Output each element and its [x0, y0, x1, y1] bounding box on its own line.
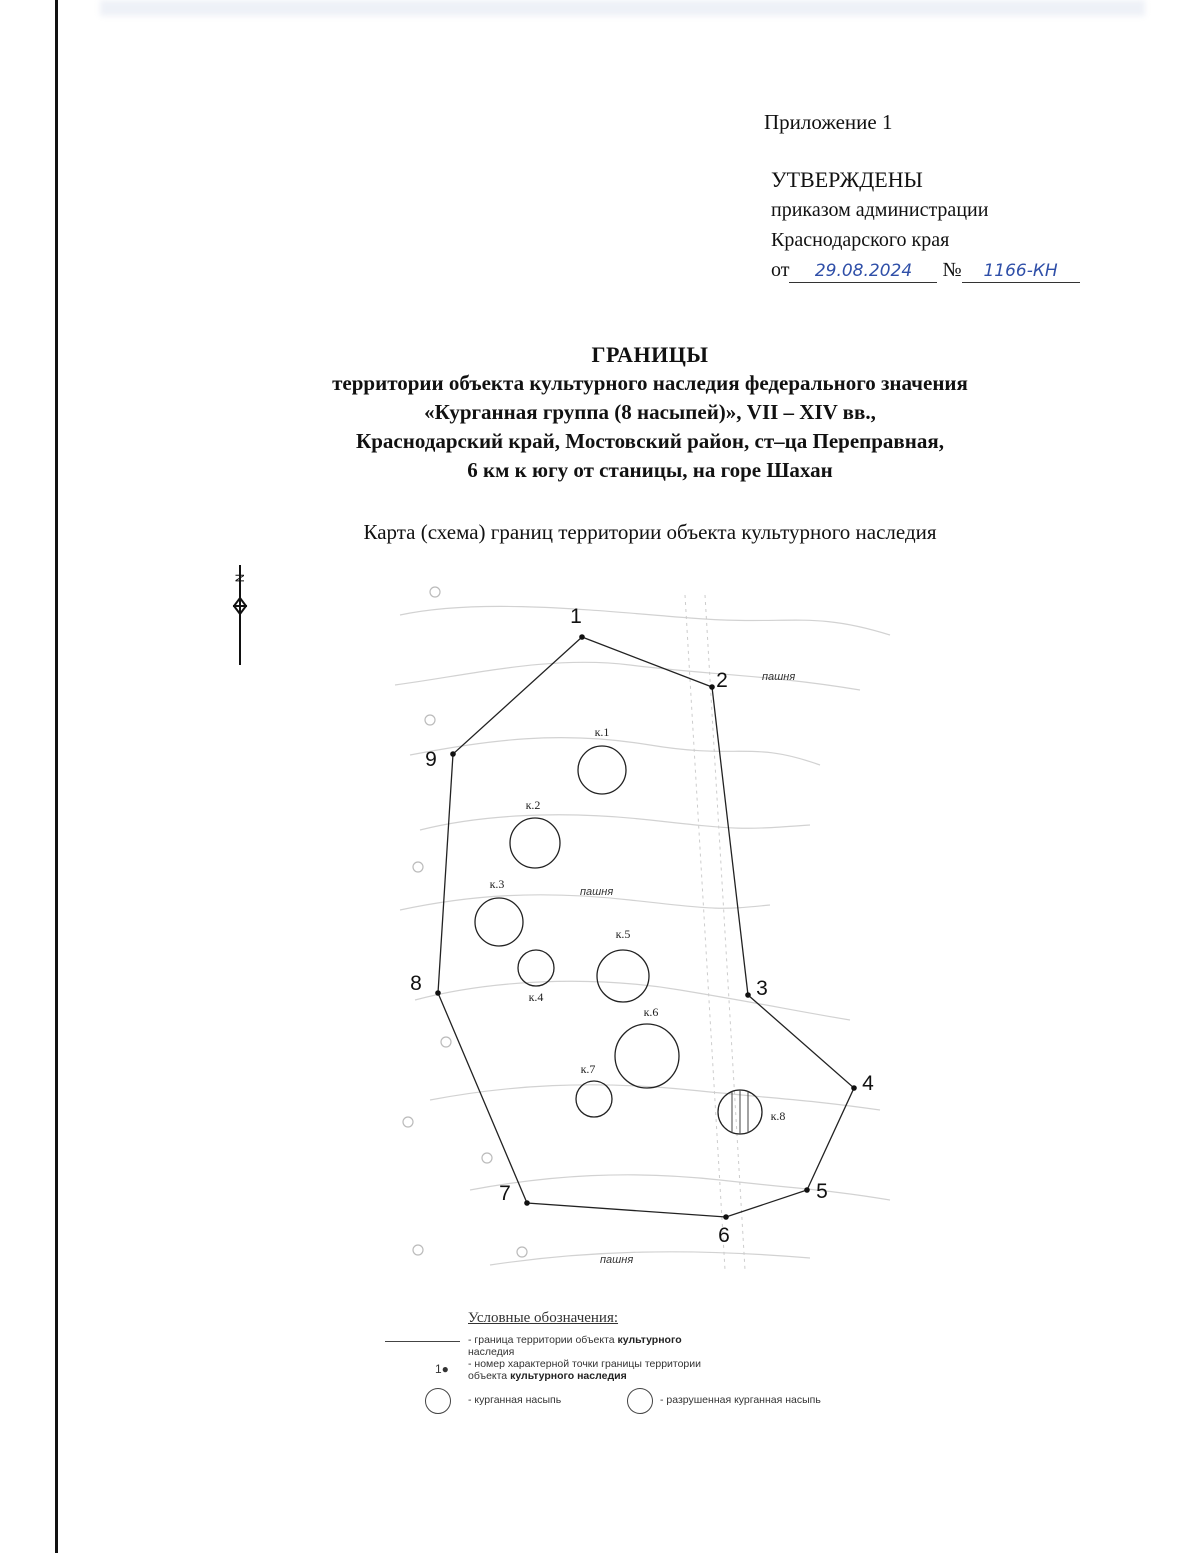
tree-markers — [403, 587, 527, 1257]
mound-sample-icon — [425, 1388, 451, 1414]
mound-label-3: к.3 — [489, 877, 505, 891]
boundary-point-label-1: 1 — [570, 605, 582, 628]
handwritten-number: 1166-КН — [962, 260, 1080, 283]
appendix-label: Приложение 1 — [764, 110, 893, 134]
boundary-line-sample — [385, 1341, 460, 1342]
legend-boundary-text-c: наследия — [468, 1346, 515, 1358]
map-caption: Карта (схема) границ территории объекта культурного наследия — [363, 520, 937, 544]
title-line-2: «Курганная группа (8 насыпей)», VII – XIV вв., — [424, 400, 876, 424]
boundary-point-label-4: 4 — [862, 1072, 874, 1095]
boundary-point-label-5: 5 — [816, 1180, 828, 1203]
boundary-point-7 — [524, 1200, 530, 1206]
handwritten-date: 29.08.2024 — [789, 260, 937, 283]
boundary-point-label-6: 6 — [718, 1224, 730, 1247]
scan-artifact — [100, 0, 1145, 16]
document-title — [200, 340, 1100, 485]
mound-3 — [475, 898, 523, 946]
legend-point-text-a: - номер характерной точки границы территории — [468, 1358, 701, 1370]
mound-label-1: к.1 — [594, 725, 610, 739]
legend-point-text — [468, 1358, 848, 1382]
number-prefix: № — [942, 259, 962, 281]
north-label: N — [233, 573, 247, 583]
legend-boundary-text-a: - граница территории объекта — [468, 1334, 615, 1346]
title-main: ГРАНИЦЫ — [591, 342, 709, 367]
title-line-3: Краснодарский край, Мостовский район, ст–ца Переправная, — [356, 429, 944, 453]
mound-2 — [510, 818, 560, 868]
boundary-point-label-3: 3 — [756, 977, 768, 1000]
point-sample: 1● — [435, 1362, 449, 1376]
road-strip — [685, 595, 745, 1270]
title-line-4: 6 км к югу от станицы, на горе Шахан — [467, 458, 833, 482]
title-line-1: территории объекта культурного наследия федерального значения — [332, 371, 968, 395]
legend-mound-text: - курганная насыпь — [468, 1394, 562, 1406]
legend-destroyed-mound-text: - разрушенная курганная насыпь — [660, 1394, 821, 1406]
boundary-point-1 — [579, 634, 585, 640]
legend-boundary-text-b: культурного — [617, 1334, 682, 1346]
field-label-south: пашня — [600, 1254, 634, 1266]
boundary-point-2 — [709, 684, 715, 690]
boundary-point-label-8: 8 — [410, 972, 422, 995]
boundary-point-3 — [745, 992, 751, 998]
approval-line-2: Краснодарского края — [771, 229, 950, 251]
mound-label-6: к.6 — [643, 1005, 659, 1019]
field-label-center: пашня — [580, 886, 614, 898]
boundary-point-4 — [851, 1085, 857, 1091]
field-label-east: пашня — [762, 671, 796, 683]
date-prefix: от — [771, 259, 790, 281]
approval-block — [771, 165, 1080, 285]
legend-title: Условные обозначения: — [468, 1310, 619, 1326]
boundary-point-label-9: 9 — [425, 748, 437, 771]
boundary-layer — [410, 605, 874, 1247]
legend-point-text-c: культурного наследия — [510, 1370, 627, 1382]
mound-label-4: к.4 — [528, 990, 544, 1004]
mound-4 — [518, 950, 554, 986]
destroyed-mound-sample-icon — [627, 1388, 653, 1414]
mound-1 — [578, 746, 626, 794]
mound-label-2: к.2 — [525, 798, 541, 812]
boundary-point-6 — [723, 1214, 729, 1220]
boundary-point-5 — [804, 1187, 810, 1193]
site-map — [390, 580, 910, 1300]
mound-label-5: к.5 — [615, 927, 631, 941]
mound-label-8: к.8 — [770, 1109, 786, 1123]
approval-line-1: приказом администрации — [771, 199, 989, 221]
legend-boundary-text — [468, 1334, 828, 1358]
boundary-polygon — [438, 637, 854, 1217]
boundary-point-label-7: 7 — [499, 1182, 511, 1205]
legend-point-text-b: объекта — [468, 1370, 508, 1382]
order-line — [771, 255, 1080, 285]
mound-6 — [615, 1024, 679, 1088]
mound-label-7: к.7 — [580, 1062, 596, 1076]
mound-layer — [475, 725, 785, 1134]
mound-5 — [597, 950, 649, 1002]
approval-heading: УТВЕРЖДЕНЫ — [771, 167, 923, 192]
boundary-point-8 — [435, 990, 441, 996]
mound-7 — [576, 1081, 612, 1117]
left-margin-rule — [55, 0, 58, 1553]
north-arrow-icon — [225, 560, 255, 670]
boundary-point-9 — [450, 751, 456, 757]
background-contours — [395, 606, 890, 1265]
boundary-point-label-2: 2 — [716, 669, 728, 692]
